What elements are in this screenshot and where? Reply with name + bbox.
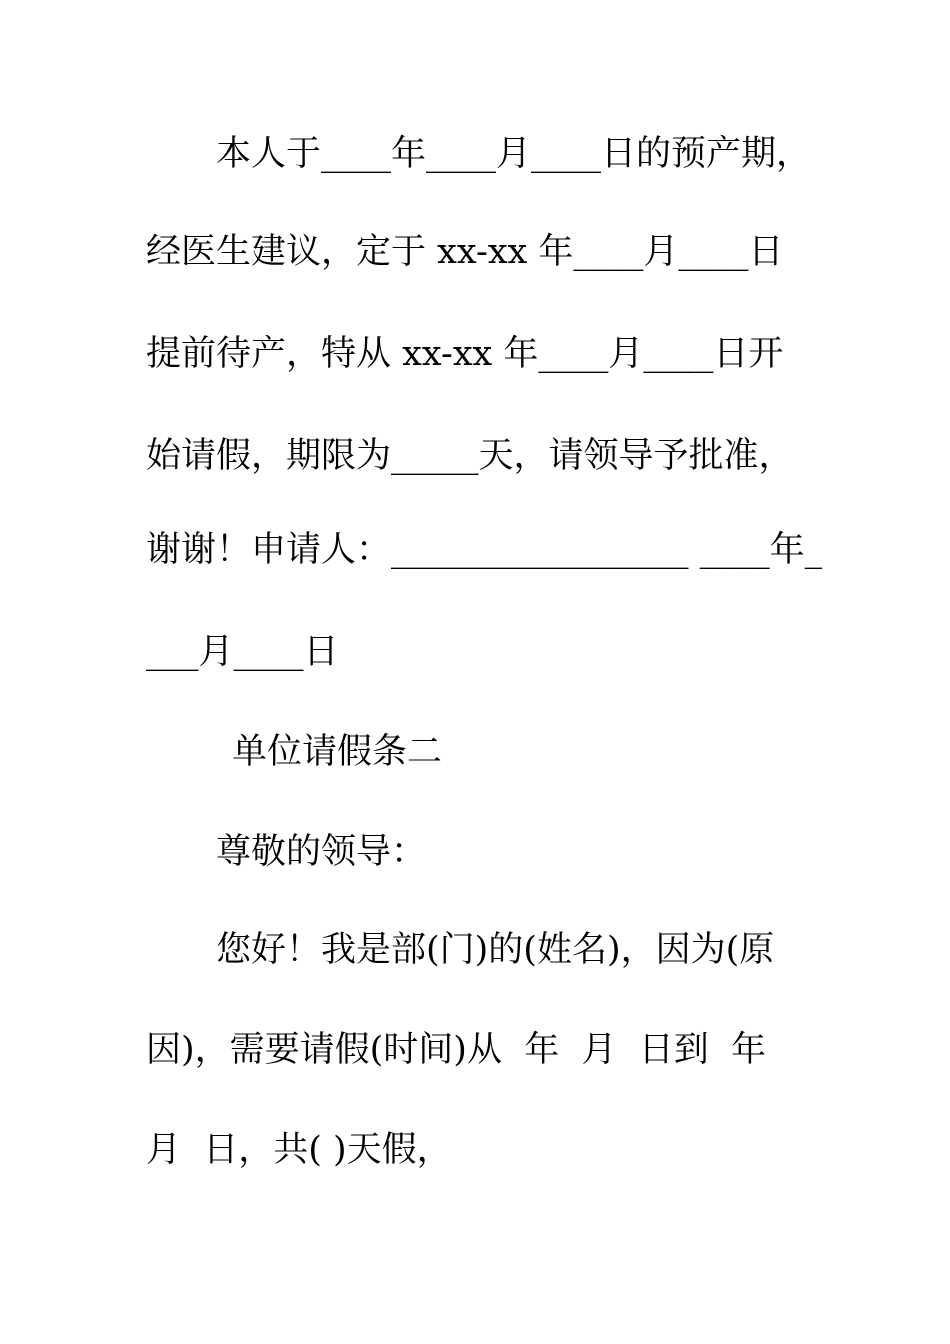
salutation: 尊敬的领导：	[216, 832, 427, 872]
paragraph-line-11: 月 日，共( )天假，	[146, 1130, 452, 1170]
section-heading: 单位请假条二	[232, 732, 443, 772]
paragraph-line-2: 经医生建议，定于 xx-xx 年____月____日	[146, 232, 784, 272]
paragraph-line-4: 始请假，期限为_____天，请领导予批准，	[146, 436, 794, 476]
paragraph-line-5: 谢谢！申请人：_________________ ____年_	[146, 530, 823, 570]
paragraph-line-9: 您好！我是部(门)的(姓名)，因为(原	[216, 930, 775, 970]
paragraph-line-6: ___月____日	[146, 632, 339, 672]
paragraph-line-10: 因)，需要请假(时间)从 年 月 日到 年	[146, 1030, 766, 1070]
paragraph-line-3: 提前待产，特从 xx-xx 年____月____日开	[146, 334, 784, 374]
paragraph-line-1: 本人于____年____月____日的预产期，	[216, 134, 812, 174]
